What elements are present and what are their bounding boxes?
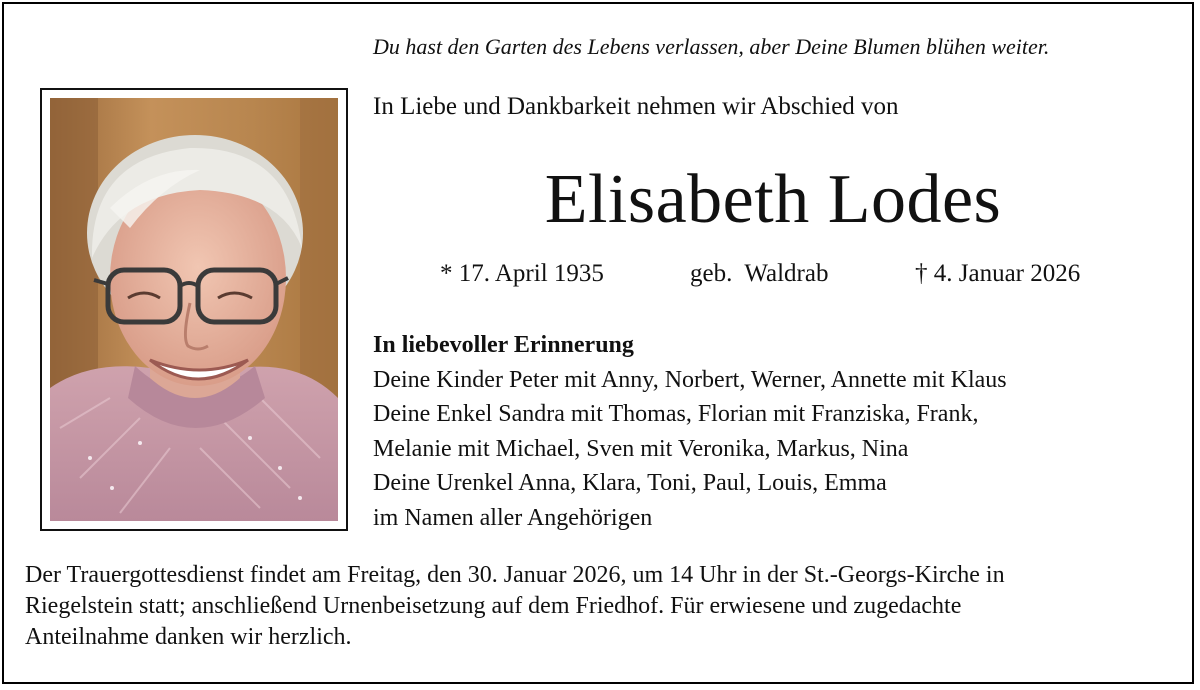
death-date: † 4. Januar 2026 [915, 260, 1081, 287]
mourners-line: im Namen aller Angehörigen [373, 504, 653, 531]
mourners-line: Deine Kinder Peter mit Anny, Norbert, Werner, Annette mit Klaus [373, 366, 1007, 393]
mourners-heading: In liebevoller Erinnerung [373, 332, 634, 358]
deceased-name: Elisabeth Lodes [544, 161, 1002, 238]
portrait-frame [40, 88, 348, 531]
service-line: Anteilnahme danken wir herzlich. [25, 624, 352, 650]
funeral-service-notice [25, 560, 1180, 653]
motto-quote: Du hast den Garten des Lebens verlassen, aber Deine Blumen blühen weiter. [373, 34, 1050, 59]
service-line: Riegelstein statt; anschließend Urnenbeisetzung auf dem Friedhof. Für erwiesene und zugedachte [25, 593, 962, 619]
mourners-line: Melanie mit Michael, Sven mit Veronika, Markus, Nina [373, 435, 909, 462]
maiden-name: geb. Waldrab [690, 260, 829, 287]
mourners-block [373, 328, 1007, 535]
portrait-photo [50, 98, 338, 521]
birth-date: * 17. April 1935 [440, 260, 604, 287]
farewell-intro: In Liebe und Dankbarkeit nehmen wir Abschied von [373, 93, 899, 120]
mourners-line: Deine Enkel Sandra mit Thomas, Florian mit Franziska, Frank, [373, 401, 979, 427]
service-line: Der Trauergottesdienst findet am Freitag, den 30. Januar 2026, um 14 Uhr in der St.-Georgs-Kirche in [25, 562, 1005, 588]
mourners-line: Deine Urenkel Anna, Klara, Toni, Paul, Louis, Emma [373, 470, 887, 496]
